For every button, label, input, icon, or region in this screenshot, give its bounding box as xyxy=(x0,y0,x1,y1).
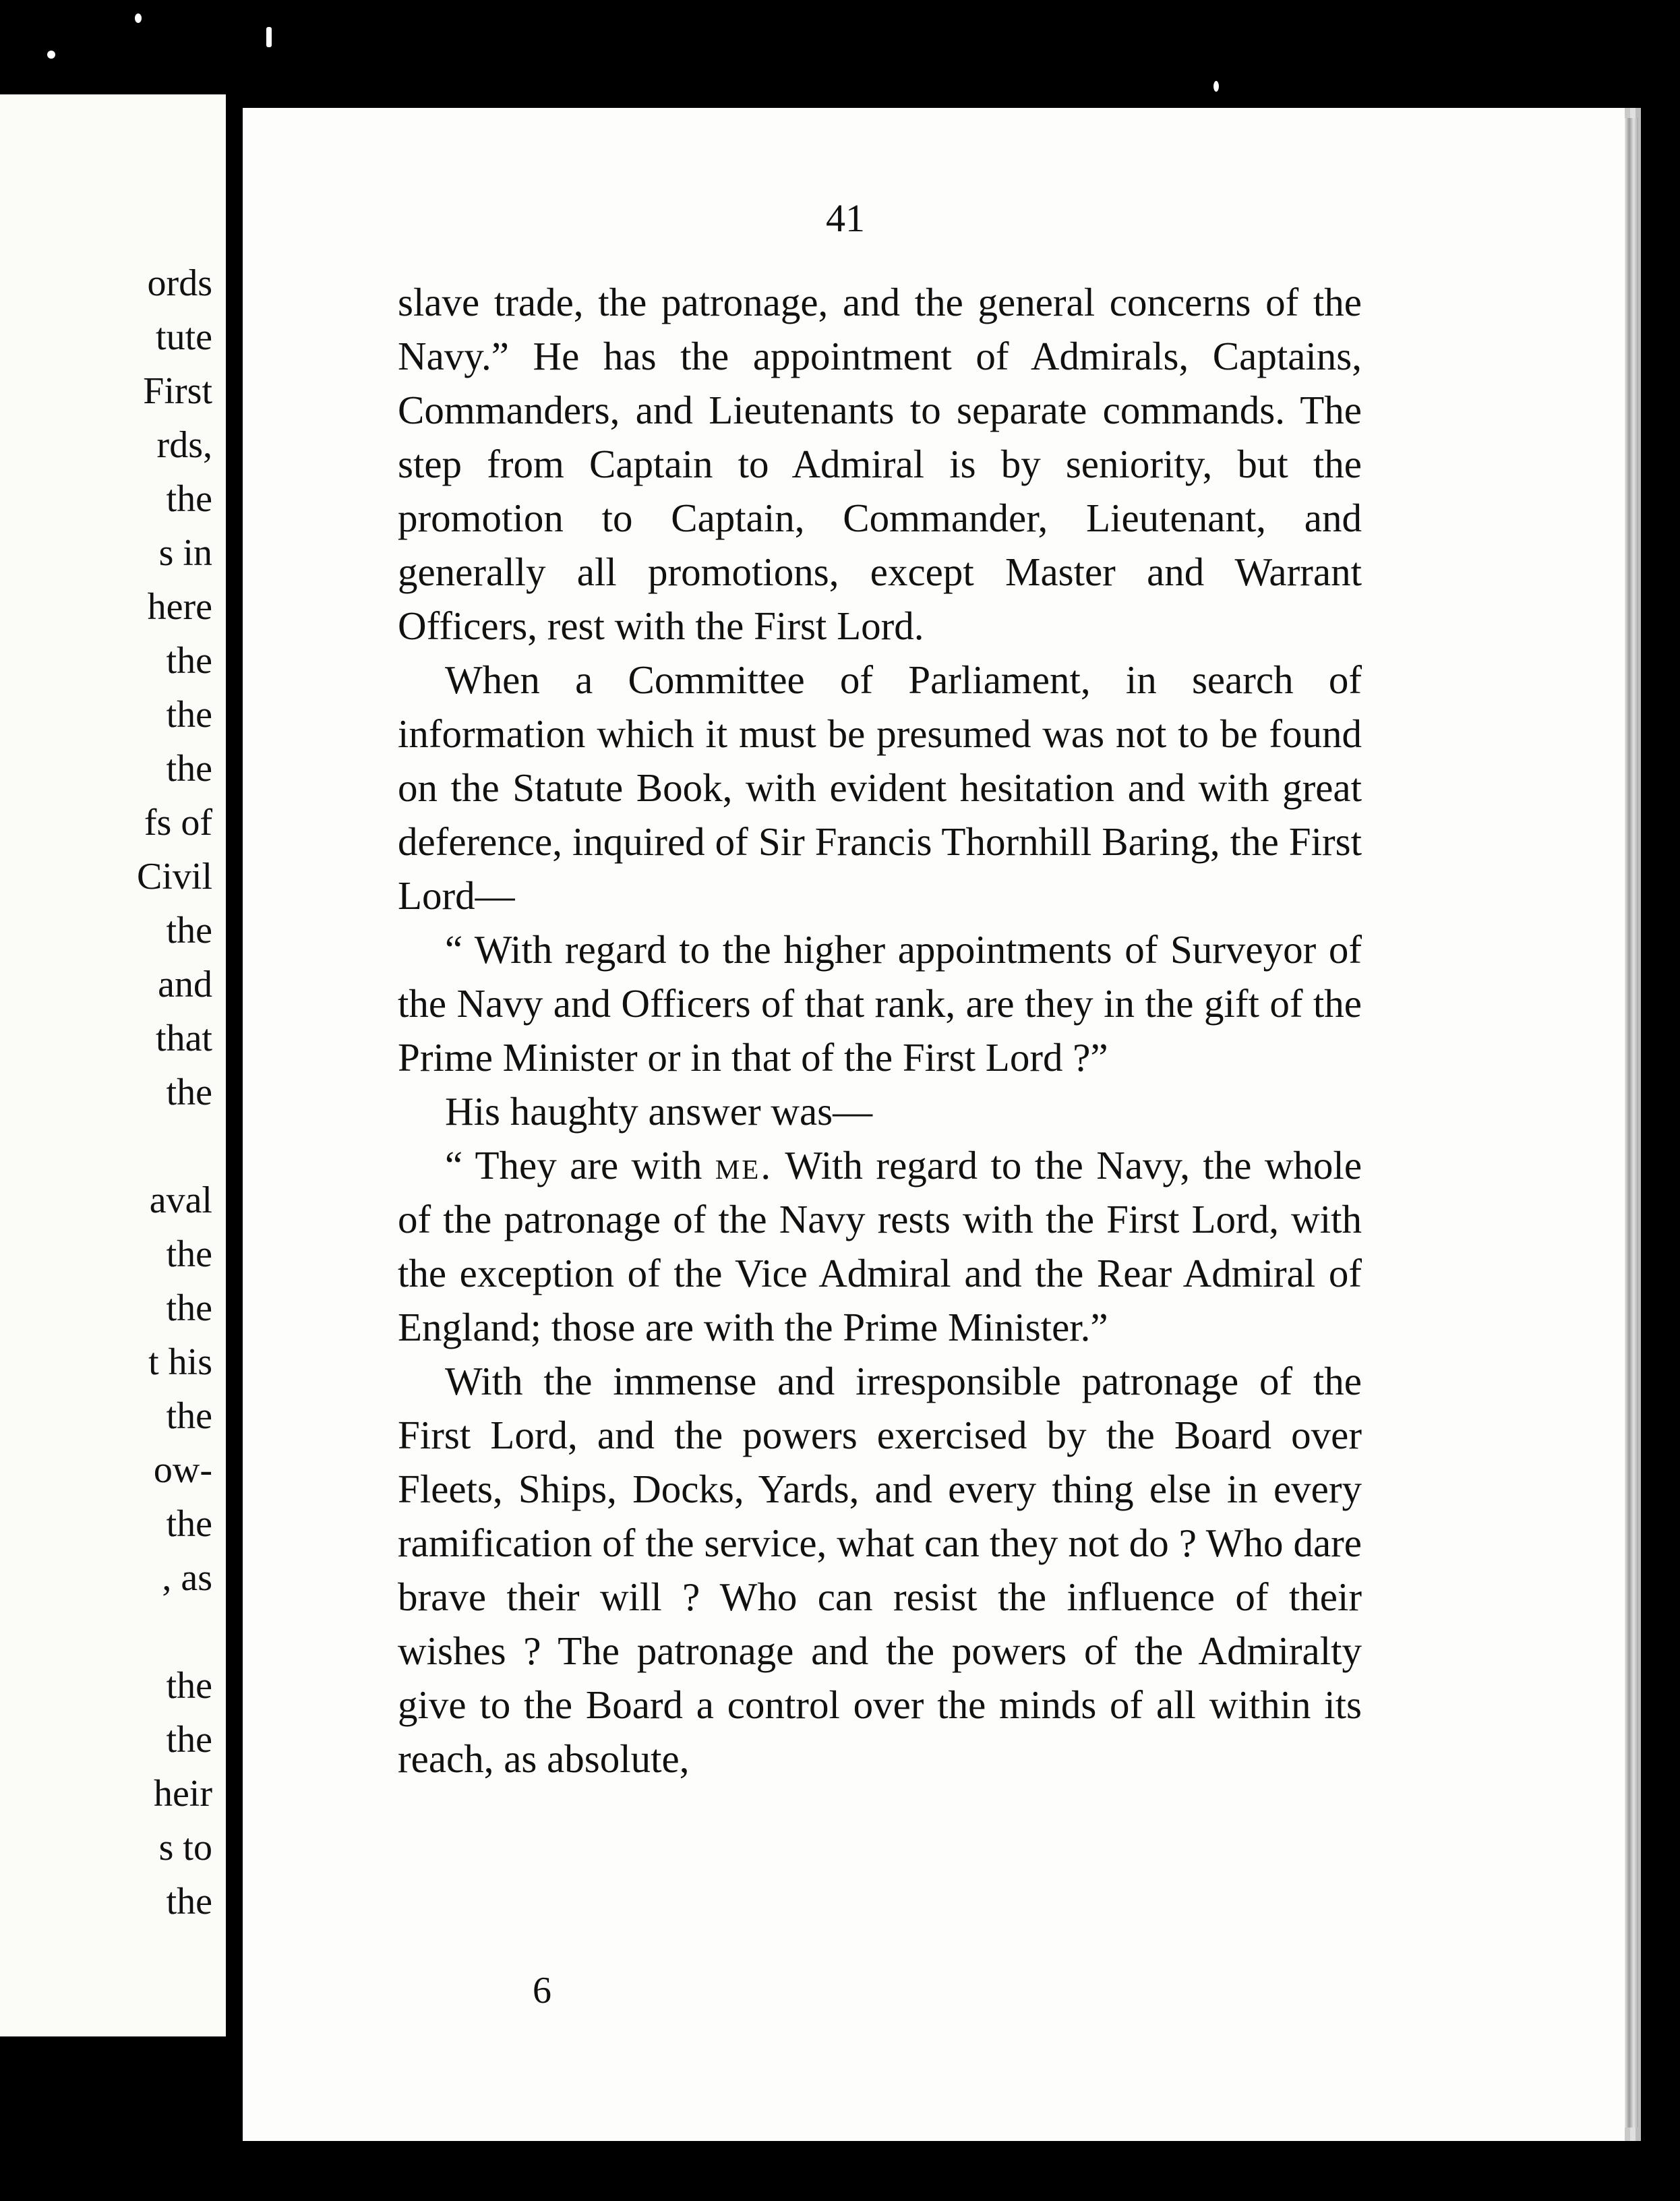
quoted-question: “ With regard to the higher appointments of Surveyor of the Navy and Officers of that rank, are they in the gift of the Prime Minister or in that of the First Lord ?” xyxy=(398,927,1362,1080)
scan-speck xyxy=(1213,81,1219,92)
left-page-line: the xyxy=(166,694,212,736)
page-body xyxy=(398,275,1362,1786)
left-page-line: the xyxy=(166,910,212,951)
page-edge-stack xyxy=(1625,118,1638,2127)
left-page-line: the xyxy=(166,1881,212,1923)
left-page-line: the xyxy=(166,1287,212,1329)
left-page-line: ow- xyxy=(153,1449,212,1491)
left-page-line: fs of xyxy=(144,802,212,844)
left-page-line: that xyxy=(156,1018,212,1059)
left-page-line: the xyxy=(166,640,212,682)
left-page-line: and xyxy=(158,964,212,1005)
paragraph: With the immense and irresponsible patronage of the First Lord, and the powers exercised by the Board over Fleets, Ships, Docks, Yards, and every thing else in every ramification of the service, what can they not do ? Who dare brave their will ? Who can resist the influence of their wishes ? The patronage and the powers of the Admiralty give to the Board a control over the minds of all within its reach, as absolute, xyxy=(398,1359,1362,1781)
left-page-line: s to xyxy=(158,1827,212,1869)
signature-mark: 6 xyxy=(533,1970,551,2012)
left-page-line: heir xyxy=(153,1773,212,1815)
left-page-line: ords xyxy=(147,262,212,304)
scan-speck xyxy=(47,51,55,59)
quote-text: “ They are with xyxy=(445,1143,715,1187)
paragraph: When a Committee of Parliament, in search of information which it must be presumed was not to be found on the Statute Book, with evident hesitation and with great deference, inquired of Sir Francis Thornhill Baring, the First Lord— xyxy=(398,657,1362,918)
scan-speck xyxy=(135,13,142,23)
paragraph: slave trade, the patronage, and the general concerns of the Navy.” He has the appointment of Admirals, Captains, Commanders, and Lieutenants to separate commands. The step from Captain to Admiral is by seniority, but the promotion to Captain, Commander, Lieutenant, and generally all promotions, except Master and Warrant Officers, rest with the First Lord. xyxy=(398,280,1362,648)
left-page-line: s in xyxy=(158,532,212,574)
left-page-line: here xyxy=(147,586,212,628)
paragraph: His haughty answer was— xyxy=(445,1089,873,1134)
left-page-line: First xyxy=(143,370,212,412)
left-page-line: the xyxy=(166,1719,212,1761)
left-page-line: aval xyxy=(149,1179,212,1221)
scan-speck xyxy=(266,27,272,47)
left-page-line: the xyxy=(166,1395,212,1437)
emphasis-me: me. xyxy=(715,1143,773,1187)
page-number: 41 xyxy=(826,196,865,240)
quoted-answer xyxy=(398,1138,1362,1354)
left-page-line: rds, xyxy=(156,424,212,466)
left-page-line: , as xyxy=(162,1557,212,1599)
left-page-line: the xyxy=(166,748,212,790)
left-page-line: t his xyxy=(148,1341,212,1383)
left-page-line: the xyxy=(166,1665,212,1707)
left-page-line: the xyxy=(166,1072,212,1113)
quote-text: With regard to the Navy, the whole of the patronage of the Navy rests with the First Lord, with the exception of the Vice Admiral and the Rear Admiral of England; those are with the Prime Minister.” xyxy=(398,1143,1362,1349)
left-page-line: the xyxy=(166,1503,212,1545)
left-page-line: the xyxy=(166,478,212,520)
left-page-line: the xyxy=(166,1233,212,1275)
left-page-line: Civil xyxy=(136,856,212,898)
previous-page-strip xyxy=(0,94,226,2036)
left-page-line: tute xyxy=(156,316,212,358)
